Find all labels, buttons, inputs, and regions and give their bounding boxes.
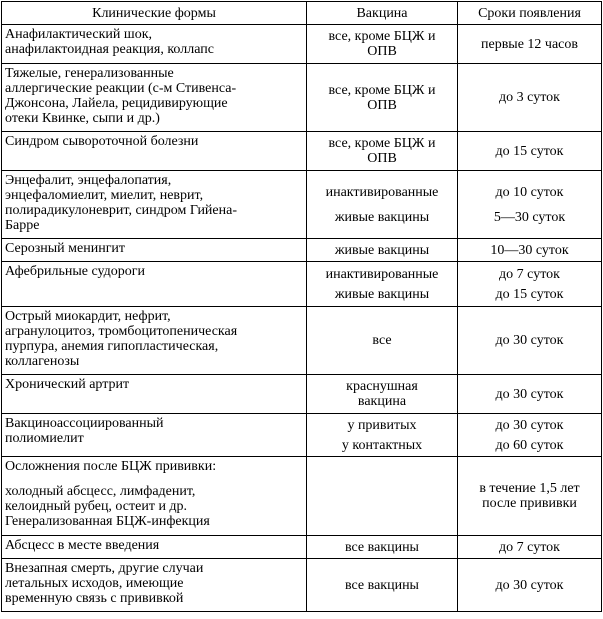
timing-line: до 15 суток <box>495 143 564 159</box>
vaccine-cell <box>307 262 458 307</box>
form-cell <box>2 414 307 457</box>
form-cell <box>2 262 307 307</box>
table-row <box>2 239 602 262</box>
form-cell <box>2 457 307 536</box>
form-line: холодный абсцесс, лимфаденит, <box>5 484 196 499</box>
timing-cell <box>458 171 602 239</box>
form-cell <box>2 64 307 132</box>
vaccine-line: все вакцины <box>345 539 419 555</box>
table-row <box>2 457 602 536</box>
timing-line: в течение 1,5 лет <box>479 481 580 496</box>
vaccine-cell <box>307 171 458 239</box>
timing-cell <box>458 307 602 375</box>
timing-cell <box>458 559 602 612</box>
timing-line: до 30 суток <box>495 577 564 593</box>
timing-line: до 7 суток <box>499 266 560 282</box>
form-line: полиомиелит <box>5 431 84 446</box>
vaccine-line: вакцина <box>357 394 407 409</box>
vaccine-cell <box>307 64 458 132</box>
form-line: Джонсона, Лайела, рецидивирующие <box>5 96 228 111</box>
table-row <box>2 536 602 559</box>
table-row <box>2 262 602 307</box>
timing-line: после прививки <box>482 496 577 511</box>
spacer <box>310 200 454 210</box>
vaccine-cell <box>307 559 458 612</box>
form-line: Осложнения после БЦЖ прививки: <box>5 459 217 474</box>
table-row <box>2 307 602 375</box>
timing-line: до 7 суток <box>499 539 560 555</box>
timing-line: до 30 суток <box>495 386 564 402</box>
form-line: отеки Квинке, сыпи и др.) <box>5 111 160 126</box>
form-line: Энцефалит, энцефалопатия, <box>5 173 172 188</box>
timing-cell <box>458 64 602 132</box>
vaccine-line: живые вакцины <box>334 286 430 302</box>
form-cell <box>2 307 307 375</box>
table-row <box>2 132 602 171</box>
vaccine-line: живые вакцины <box>334 242 430 258</box>
spacer <box>461 200 598 210</box>
timing-cell <box>458 262 602 307</box>
vaccine-line: ОПВ <box>367 97 397 113</box>
table-row <box>2 414 602 457</box>
table-row <box>2 25 602 64</box>
form-cell <box>2 132 307 171</box>
vaccine-line: все <box>372 333 392 348</box>
form-cell <box>2 559 307 612</box>
timing-cell <box>458 239 602 262</box>
form-line: анафилактоидная реакция, коллапс <box>5 42 214 57</box>
vaccine-line: ОПВ <box>367 44 397 59</box>
header-timing: Сроки появления <box>458 2 602 25</box>
vaccine-line: живые вакцины <box>334 209 430 225</box>
form-line: агранулоцитоз, тромбоцитопеническая <box>5 324 238 339</box>
vaccine-cell <box>307 457 458 536</box>
vaccine-line: все, кроме БЦЖ и <box>328 29 436 44</box>
form-line: аллергические реакции (с-м Стивенса- <box>5 81 237 96</box>
vaccine-line: все, кроме БЦЖ и <box>328 82 436 98</box>
table-row <box>2 64 602 132</box>
form-line: энцефаломиелит, миелит, неврит, <box>5 188 204 203</box>
header-row <box>2 2 602 25</box>
timing-cell <box>458 375 602 414</box>
timing-cell <box>458 457 602 536</box>
form-line: Острый миокардит, нефрит, <box>5 309 171 324</box>
table-row <box>2 559 602 612</box>
timing-line: 10—30 суток <box>490 242 569 258</box>
timing-cell <box>458 536 602 559</box>
form-line: Серозный менингит <box>5 241 126 256</box>
form-cell <box>2 239 307 262</box>
timing-line: до 15 суток <box>495 286 564 302</box>
table-row <box>2 375 602 414</box>
form-cell <box>2 25 307 64</box>
table-row <box>2 171 602 239</box>
form-line: Барре <box>5 218 40 233</box>
timing-cell <box>458 132 602 171</box>
vaccine-line: у привитых <box>347 417 417 433</box>
timing-line: до 30 суток <box>495 417 564 433</box>
vaccine-cell <box>307 239 458 262</box>
form-line: Вакциноассоциированный <box>5 416 164 431</box>
form-line: полирадикулоневрит, синдром Гийена- <box>5 203 238 218</box>
vaccine-cell <box>307 414 458 457</box>
complications-table <box>1 1 602 612</box>
vaccine-cell <box>307 307 458 375</box>
spacer <box>5 474 303 484</box>
header-form: Клинические формы <box>2 2 307 25</box>
form-line: Синдром сывороточной болезни <box>5 134 199 149</box>
form-cell <box>2 536 307 559</box>
header-vaccine: Вакцина <box>307 2 458 25</box>
vaccine-line: инактивированные <box>325 266 439 282</box>
timing-line: до 60 суток <box>495 437 564 453</box>
form-line: Генерализованная БЦЖ-инфекция <box>5 514 210 529</box>
form-line: келоидный рубец, остеит и др. <box>5 499 188 514</box>
form-cell <box>2 375 307 414</box>
timing-line: 5—30 суток <box>493 209 566 225</box>
form-line: Внезапная смерть, другие случаи <box>5 561 204 576</box>
timing-line: до 3 суток <box>499 90 560 105</box>
form-line: Тяжелые, генерализованные <box>5 66 174 81</box>
form-line: временную связь с прививкой <box>5 591 184 606</box>
timing-line: до 30 суток <box>495 333 564 348</box>
vaccine-line: у контактных <box>341 437 423 453</box>
vaccine-cell <box>307 25 458 64</box>
timing-line: первые 12 часов <box>480 36 578 52</box>
form-cell <box>2 171 307 239</box>
vaccine-line: инактивированные <box>325 184 439 200</box>
timing-cell <box>458 414 602 457</box>
form-line: коллагенозы <box>5 354 80 369</box>
form-line: Хронический артрит <box>5 377 130 392</box>
form-line: пурпура, анемия гипопластическая, <box>5 339 219 354</box>
form-line: Анафилактический шок, <box>5 27 152 42</box>
vaccine-cell <box>307 375 458 414</box>
form-line: летальных исходов, имеющие <box>5 576 184 591</box>
form-line: Абсцесс в месте введения <box>5 538 160 553</box>
vaccine-line: ОПВ <box>367 151 397 166</box>
timing-line: до 10 суток <box>495 184 564 200</box>
form-line: Афебрильные судороги <box>5 264 145 279</box>
vaccine-line: краснушная <box>346 379 418 394</box>
vaccine-line: все, кроме БЦЖ и <box>328 136 436 151</box>
vaccine-cell <box>307 132 458 171</box>
vaccine-cell <box>307 536 458 559</box>
vaccine-line: все вакцины <box>345 577 419 593</box>
timing-cell <box>458 25 602 64</box>
